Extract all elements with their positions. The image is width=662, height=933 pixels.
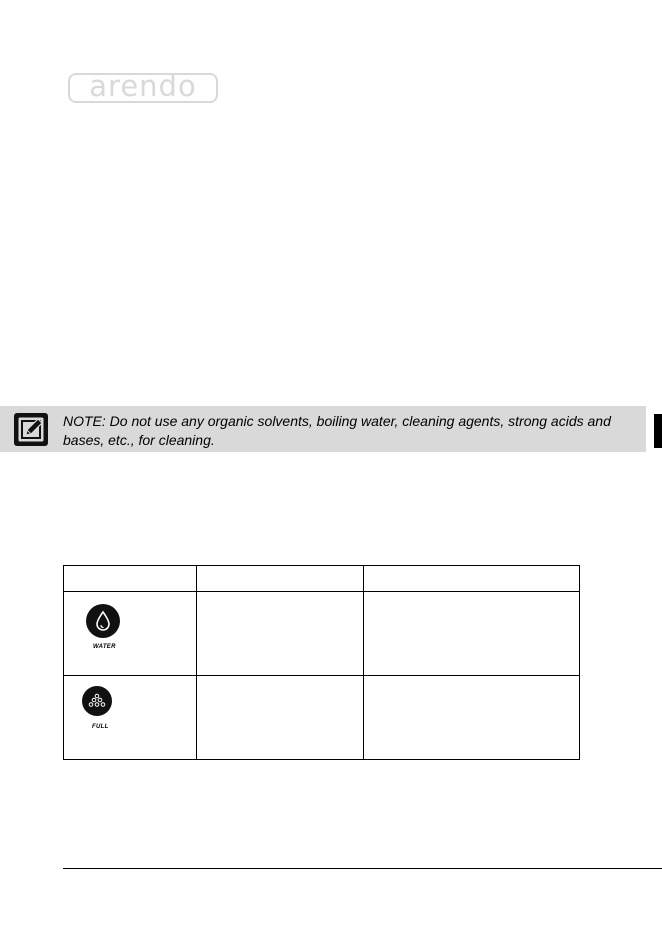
table-cell xyxy=(364,592,580,676)
table-cell xyxy=(364,676,580,760)
table-header-row xyxy=(64,566,580,592)
water-drop-icon xyxy=(86,604,120,638)
note-edge-mark xyxy=(654,414,662,448)
table-cell xyxy=(197,592,364,676)
full-tank-icon xyxy=(82,686,112,716)
full-icon-label: FULL xyxy=(92,724,109,730)
icon-cell xyxy=(64,676,197,760)
note-text: NOTE: Do not use any organic solvents, boiling water, cleaning agents, strong acids and bases, etc., for cleaning. xyxy=(63,413,611,448)
logo-text: arendo xyxy=(89,68,197,103)
table-header-cell xyxy=(364,566,580,592)
table-header-cell xyxy=(197,566,364,592)
brand-logo xyxy=(68,68,218,103)
table-cell xyxy=(197,676,364,760)
table-header-cell xyxy=(64,566,197,592)
status-indicator-table xyxy=(63,565,580,760)
footer-divider xyxy=(63,868,662,869)
table-row xyxy=(64,592,580,676)
water-icon-label: WATER xyxy=(93,644,116,650)
note-pencil-icon xyxy=(14,413,48,446)
icon-cell xyxy=(64,592,197,676)
table-row xyxy=(64,676,580,760)
